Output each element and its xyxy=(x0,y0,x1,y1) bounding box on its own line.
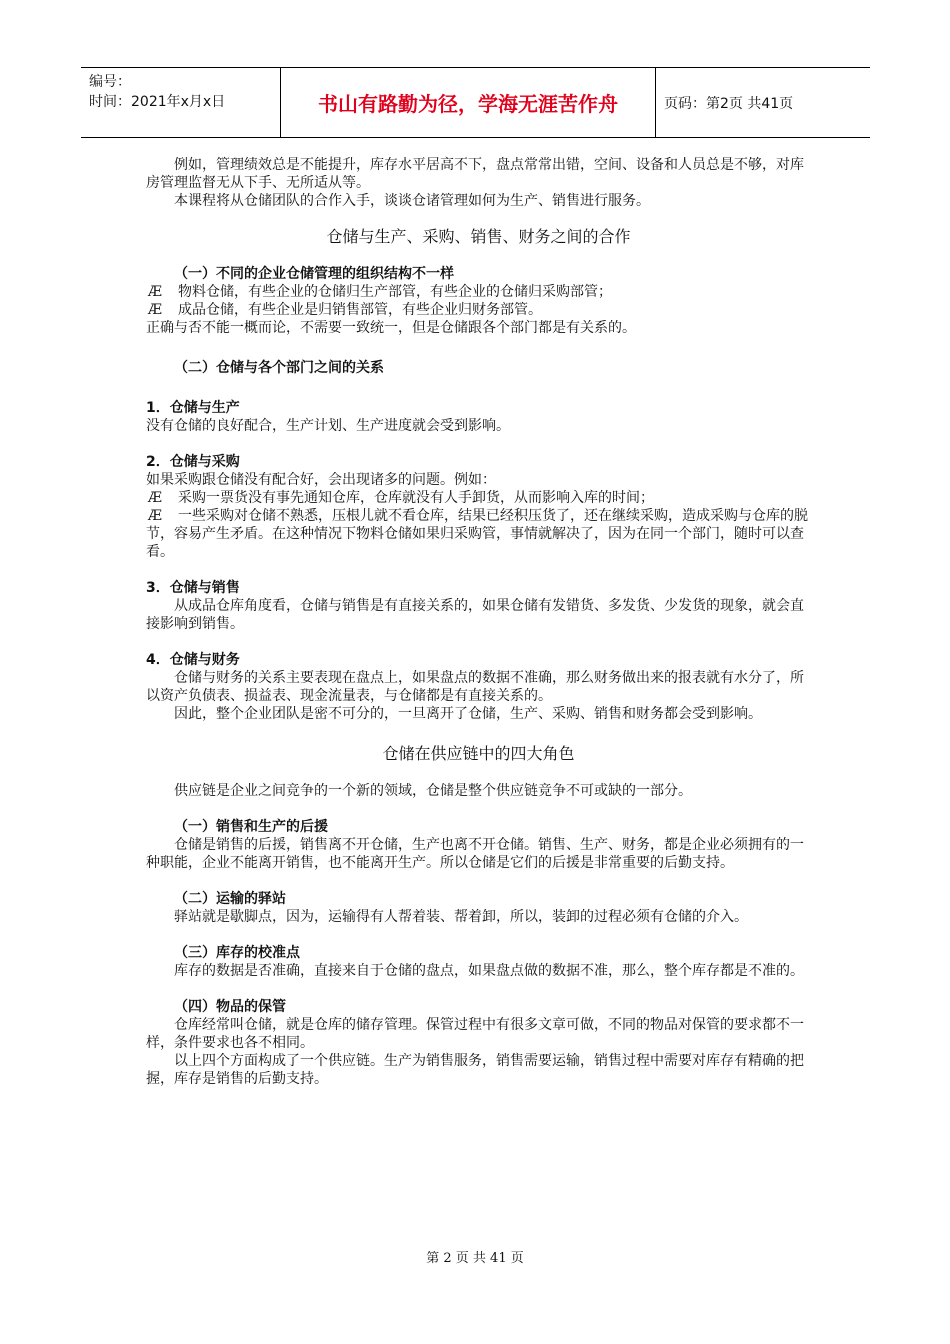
document-body xyxy=(146,156,811,1088)
subsection-heading: （二）运输的驿站 xyxy=(174,891,286,907)
paragraph: 本课程将从仓储团队的合作入手，谈谈仓诸管理如何为生产、销售进行服务。 xyxy=(174,193,650,209)
paragraph: 仓库经常叫仓储，就是仓库的储存管理。保管过程中有很多文章可做，不同的物品对保管的要求都不一样，条件要求也各不相同。 xyxy=(146,1017,804,1051)
list-item xyxy=(146,301,811,319)
bullet-symbol: Æ xyxy=(148,284,163,300)
document-number-label: 编号： xyxy=(89,74,131,90)
section-title: 仓储在供应链中的四大角色 xyxy=(382,744,575,763)
bullet-symbol: Æ xyxy=(148,508,163,524)
paragraph: 从成品仓库角度看，仓储与销售是有直接关系的，如果仓储有发错货、多发货、少发货的现象，就会直接影响到销售。 xyxy=(146,598,804,632)
bullet-symbol: Æ xyxy=(148,302,163,318)
paragraph: 如果采购跟仓储没有配合好，会出现诸多的问题。例如： xyxy=(146,472,496,488)
header-motto: 书山有路勤为径，学海无涯苦作舟 xyxy=(281,68,656,137)
paragraph: 仓储是销售的后援，销售离不开仓储，生产也离不开仓储。销售、生产、财务，都是企业必须拥有的一种职能，企业不能离开销售，也不能离开生产。所以仓储是它们的后援是非常重要的后勤支持。 xyxy=(146,837,804,871)
subsection-heading: （四）物品的保管 xyxy=(174,999,286,1015)
list-item-text: 采购一票货没有事先通知仓库，仓库就没有人手卸货，从而影响入库的时间； xyxy=(178,490,654,506)
list-item xyxy=(146,507,811,561)
document-date: 时间：2021年x月x日 xyxy=(89,94,226,110)
list-item-text: 物料仓储，有些企业的仓储归生产部管，有些企业的仓储归采购部管； xyxy=(178,284,612,300)
topic-heading: 2．仓储与采购 xyxy=(146,454,240,470)
subsection-heading: （一）不同的企业仓储管理的组织结构不一样 xyxy=(174,266,454,282)
paragraph: 以上四个方面构成了一个供应链。生产为销售服务，销售需要运输，销售过程中需要对库存有精确的把握，库存是销售的后勤支持。 xyxy=(146,1053,804,1087)
paragraph: 驿站就是歇脚点，因为，运输得有人帮着装、帮着卸，所以，装卸的过程必须有仓储的介入。 xyxy=(174,909,748,925)
page-footer: 第 2 页 共 41 页 xyxy=(426,1251,524,1266)
topic-heading: 1．仓储与生产 xyxy=(146,400,240,416)
paragraph: 例如，管理绩效总是不能提升，库存水平居高不下，盘点常常出错，空间、设备和人员总是不够，对库房管理监督无从下手、无所适从等。 xyxy=(146,157,804,191)
paragraph: 供应链是企业之间竞争的一个新的领域，仓储是整个供应链竞争不可或缺的一部分。 xyxy=(174,783,692,799)
header-meta xyxy=(81,68,281,137)
page-header xyxy=(81,67,870,138)
subsection-heading: （二）仓储与各个部门之间的关系 xyxy=(174,360,384,376)
bullet-symbol: Æ xyxy=(148,490,163,506)
list-item xyxy=(146,489,811,507)
paragraph: 正确与否不能一概而论，不需要一致统一，但是仓储跟各个部门都是有关系的。 xyxy=(146,320,636,336)
header-page-info: 页码：第2页 共41页 xyxy=(664,95,794,112)
subsection-heading: （三）库存的校准点 xyxy=(174,945,300,961)
paragraph: 库存的数据是否准确，直接来自于仓储的盘点，如果盘点做的数据不准，那么，整个库存都是不准的。 xyxy=(174,963,804,979)
subsection-heading: （一）销售和生产的后援 xyxy=(174,819,328,835)
topic-heading: 4．仓储与财务 xyxy=(146,652,240,668)
paragraph: 因此，整个企业团队是密不可分的，一旦离开了仓储，生产、采购、销售和财务都会受到影响。 xyxy=(174,706,762,722)
paragraph: 仓储与财务的关系主要表现在盘点上，如果盘点的数据不准确，那么财务做出来的报表就有水分了，所以资产负债表、损益表、现金流量表，与仓储都是有直接关系的。 xyxy=(146,670,804,704)
list-item xyxy=(146,283,811,301)
section-title: 仓储与生产、采购、销售、财务之间的合作 xyxy=(326,227,631,246)
list-item-text: 一些采购对仓储不熟悉，压根儿就不看仓库，结果已经积压货了，还在继续采购，造成采购与仓库的脱节，容易产生矛盾。在这种情况下物料仓储如果归采购管，事情就解决了，因为在同一个部门，随时可以查看。 xyxy=(146,508,808,560)
topic-heading: 3．仓储与销售 xyxy=(146,580,240,596)
list-item-text: 成品仓储，有些企业是归销售部管，有些企业归财务部管。 xyxy=(178,302,542,318)
paragraph: 没有仓储的良好配合，生产计划、生产进度就会受到影响。 xyxy=(146,418,510,434)
